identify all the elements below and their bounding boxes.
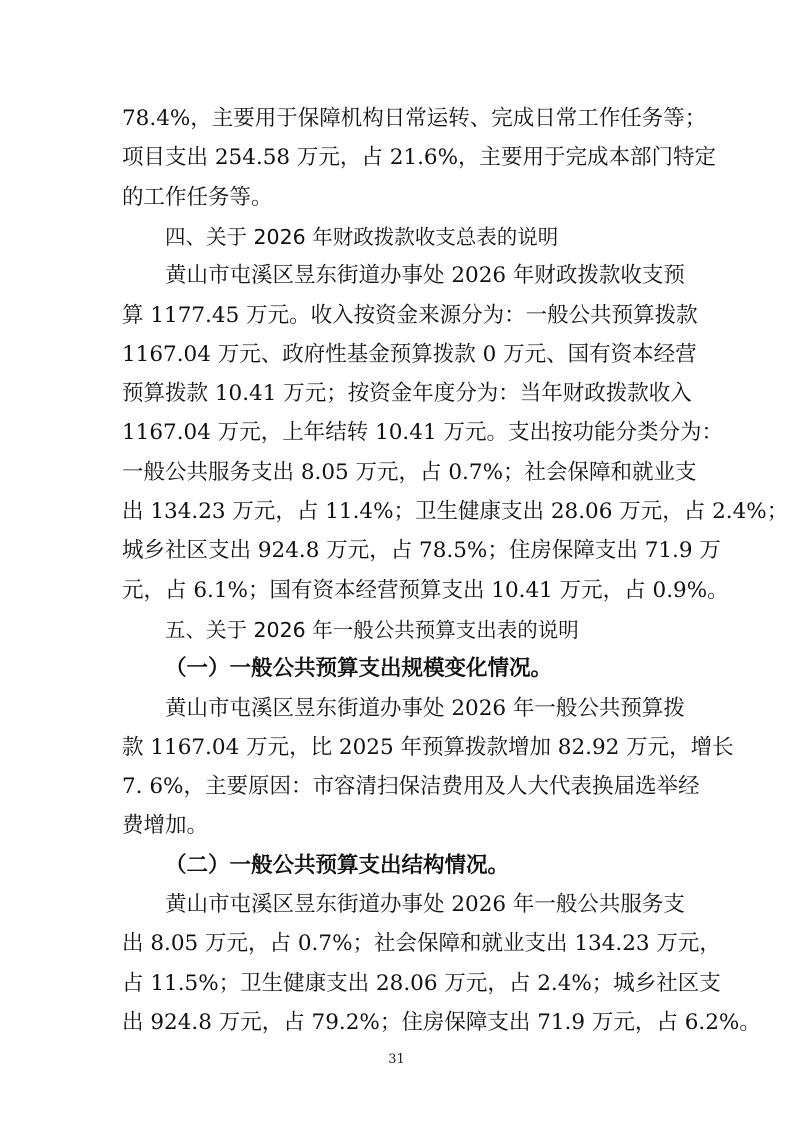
body-text-line: 7. 6%，主要原因：市容清扫保洁费用及人大代表换届选举经 <box>122 774 700 800</box>
body-text-line: 城乡社区支出 924.8 万元，占 78.5%；住房保障支出 71.9 万 <box>122 538 721 564</box>
body-text-line: 出 8.05 万元，占 0.7%；社会保障和就业支出 134.23 万元， <box>122 931 721 957</box>
body-text-line: 1167.04 万元、政府性基金预算拨款 0 万元、国有资本经营 <box>122 341 697 367</box>
subsection-heading: （一）一般公共预算支出规模变化情况。 <box>165 656 553 682</box>
page-number: 31 <box>388 1052 405 1067</box>
body-text-line: 款 1167.04 万元，比 2025 年预算拨款增加 82.92 万元，增长 <box>122 734 734 760</box>
section-heading: 四、关于 2026 年财政拨款收支总表的说明 <box>165 224 559 249</box>
body-text-line: 一般公共服务支出 8.05 万元，占 0.7%；社会保障和就业支 <box>122 459 697 485</box>
body-text-line: 1167.04 万元，上年结转 10.41 万元。支出按功能分类分为： <box>122 420 723 446</box>
body-text-line: 占 11.5%；卫生健康支出 28.06 万元，占 2.4%；城乡社区支 <box>122 970 721 996</box>
body-text-line: 元，占 6.1%；国有资本经营预算支出 10.41 万元，占 0.9%。 <box>122 577 729 603</box>
body-text-line: 费增加。 <box>122 813 209 839</box>
section-heading: 五、关于 2026 年一般公共预算支出表的说明 <box>165 617 579 642</box>
body-text-line: 出 134.23 万元，占 11.4%；卫生健康支出 28.06 万元，占 2.4%； <box>122 499 789 524</box>
body-text-line: 黄山市屯溪区昱东街道办事处 2026 年一般公共预算拨 <box>165 695 685 721</box>
body-text-line: 预算拨款 10.41 万元；按资金年度分为：当年财政拨款收入 <box>122 381 692 407</box>
body-text-line: 项目支出 254.58 万元，占 21.6%，主要用于完成本部门特定 <box>122 145 717 171</box>
body-text-line: 78.4%，主要用于保障机构日常运转、完成日常工作任务等； <box>122 106 707 131</box>
body-text-line: 出 924.8 万元，占 79.2%；住房保障支出 71.9 万元，占 6.2%。 <box>122 1009 761 1035</box>
body-text-line: 算 1177.45 万元。收入按资金来源分为：一般公共预算拨款 <box>122 302 698 328</box>
subsection-heading: （二）一般公共预算支出结构情况。 <box>165 852 510 878</box>
body-text-line: 的工作任务等。 <box>122 184 273 210</box>
body-text-line: 黄山市屯溪区昱东街道办事处 2026 年财政拨款收支预 <box>165 263 685 289</box>
body-text-line: 黄山市屯溪区昱东街道办事处 2026 年一般公共服务支 <box>165 892 685 917</box>
